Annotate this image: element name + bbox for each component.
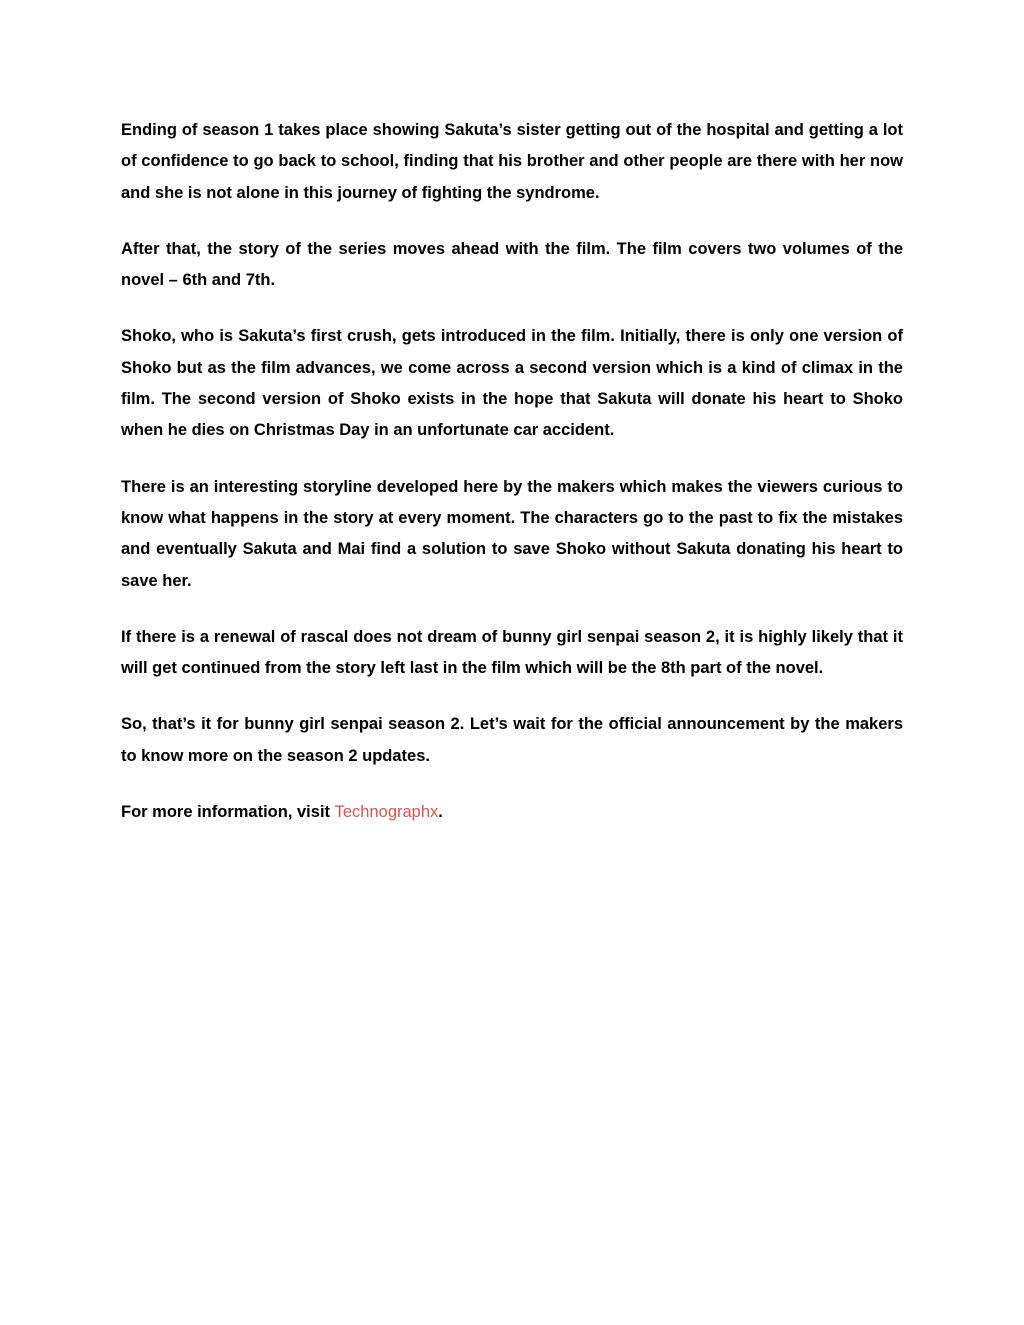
technographx-link[interactable]: Technographx — [334, 803, 439, 822]
paragraph-season1-ending: Ending of season 1 takes place showing Sakuta’s sister getting out of the hospital and getting a lot of confidence to go back to school, finding that his brother and other people are there with her now and she is not alone in this journey of fighting the syndrome. — [121, 121, 903, 202]
paragraph-film-volumes: After that, the story of the series moves ahead with the film. The film covers two volumes of the novel – 6th and 7th. — [121, 239, 903, 290]
more-info-prefix: For more information, visit — [121, 803, 335, 822]
paragraph-shoko: Shoko, who is Sakuta’s first crush, gets introduced in the film. Initially, there is only one version of Shoko but as the film advances, we come across a second version which is a kind of climax in the film. The second version of Shoko exists in the hope that Sakuta will donate his heart to Shoko when he dies on Christmas Day in an unfortunate car accident. — [121, 327, 903, 440]
paragraph-more-info — [121, 797, 903, 828]
paragraph-conclusion: So, that’s it for bunny girl senpai season 2. Let’s wait for the official announcement by the makers to know more on the season 2 updates. — [121, 715, 903, 765]
paragraph-storyline: There is an interesting storyline developed here by the makers which makes the viewers curious to know what happens in the story at every moment. The characters go to the past to fix the mistakes and eventually Sakuta and Mai find a solution to save Shoko without Sakuta donating his heart to save her. — [121, 477, 903, 590]
document-body — [121, 115, 903, 828]
paragraph-renewal: If there is a renewal of rascal does not dream of bunny girl senpai season 2, it is highly likely that it will get continued from the story left last in the film which will be the 8th part of the novel. — [121, 627, 903, 678]
more-info-suffix: . — [438, 803, 443, 822]
